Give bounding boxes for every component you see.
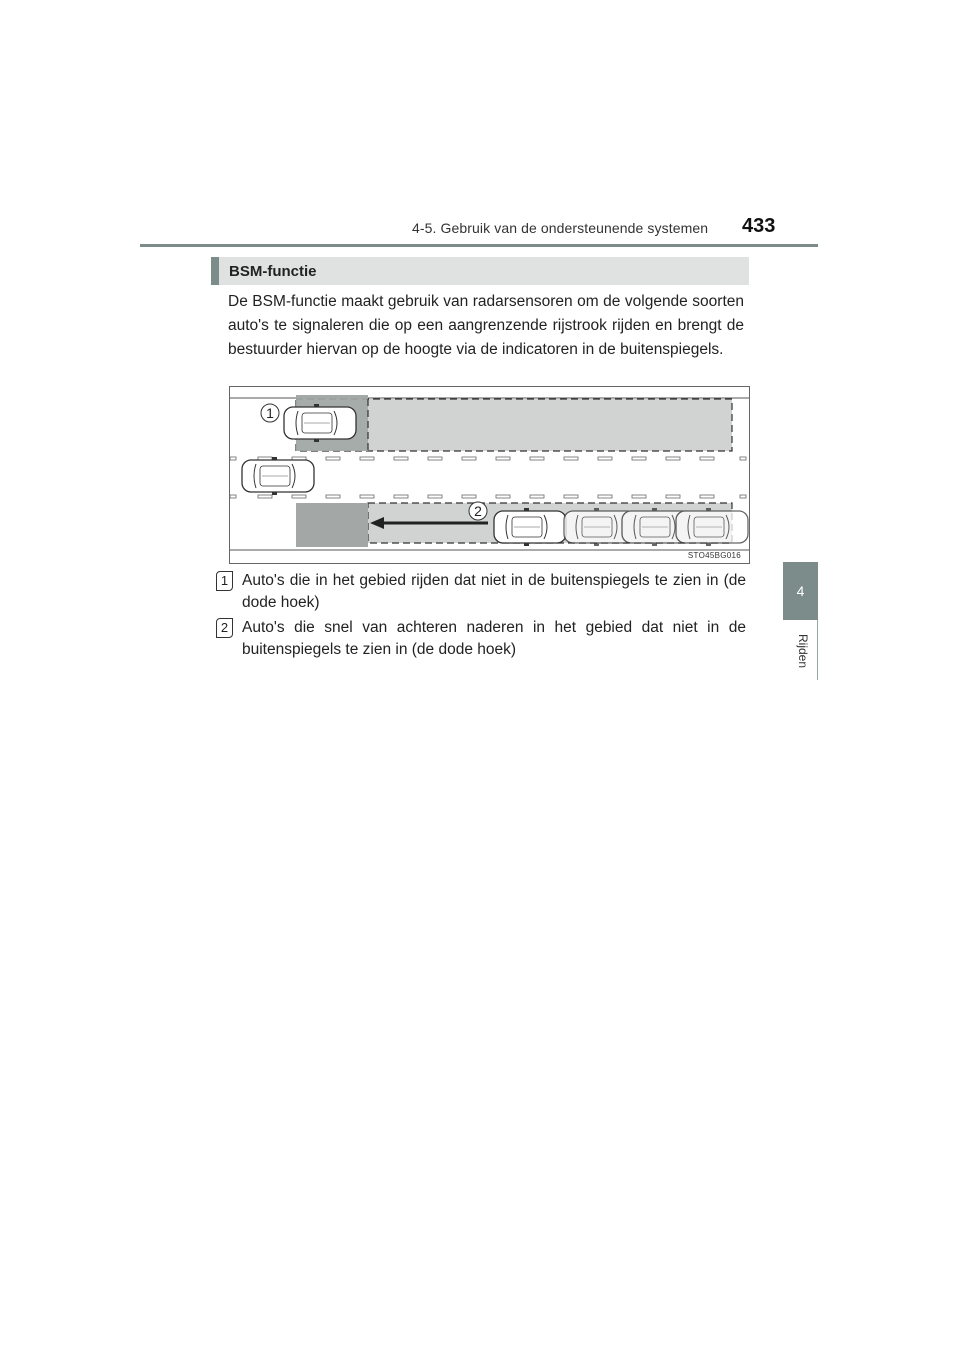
bsm-diagram-svg (230, 387, 749, 563)
section-heading-bar (211, 257, 749, 285)
chapter-tab (783, 562, 818, 620)
list-item (216, 617, 746, 661)
running-header-section: 4-5. Gebruik van de ondersteunende systemen (412, 220, 709, 236)
svg-text:1: 1 (266, 405, 274, 421)
car-blind-spot-icon (284, 404, 356, 442)
figure-marker-2 (469, 502, 487, 520)
bsm-illustration (229, 386, 750, 564)
svg-text:2: 2 (474, 503, 482, 519)
item-text: Auto's die snel van achteren naderen in het gebied dat niet in de buitenspiegels te zien in (de dode hoek) (242, 619, 746, 658)
approaching-car-trail-3-icon (676, 508, 748, 546)
lane-marking-lower (230, 495, 746, 498)
page-number: 433 (742, 215, 776, 237)
item-text: Auto's die in het gebied rijden dat niet in de buitenspiegels te zien in (de dode hoek) (242, 572, 746, 611)
lane-marking-upper (230, 457, 746, 460)
figure-code: STO45BG016 (687, 551, 741, 560)
blind-spot-zone-lower-dark (296, 503, 368, 547)
chapter-tab-line (817, 620, 818, 680)
chapter-label: Rijden (796, 634, 810, 669)
figure-marker-1 (261, 404, 279, 422)
intro-paragraph: De BSM-functie maakt gebruik van radarsensoren om de volgende soorten auto's te signaleren die op een aangrenzende rijstrook rijden en brengt de bestuurder hiervan op de hoogte via de indicatoren in de buitenspiegels. (228, 293, 744, 358)
section-title: BSM-functie (229, 262, 317, 280)
approaching-car-icon (494, 508, 566, 546)
list-item (216, 570, 746, 614)
item-number-badge: 1 (216, 571, 233, 591)
item-number-badge: 2 (216, 618, 233, 638)
chapter-number: 4 (796, 583, 805, 599)
header-rule (140, 244, 818, 247)
own-car-icon (242, 457, 314, 495)
